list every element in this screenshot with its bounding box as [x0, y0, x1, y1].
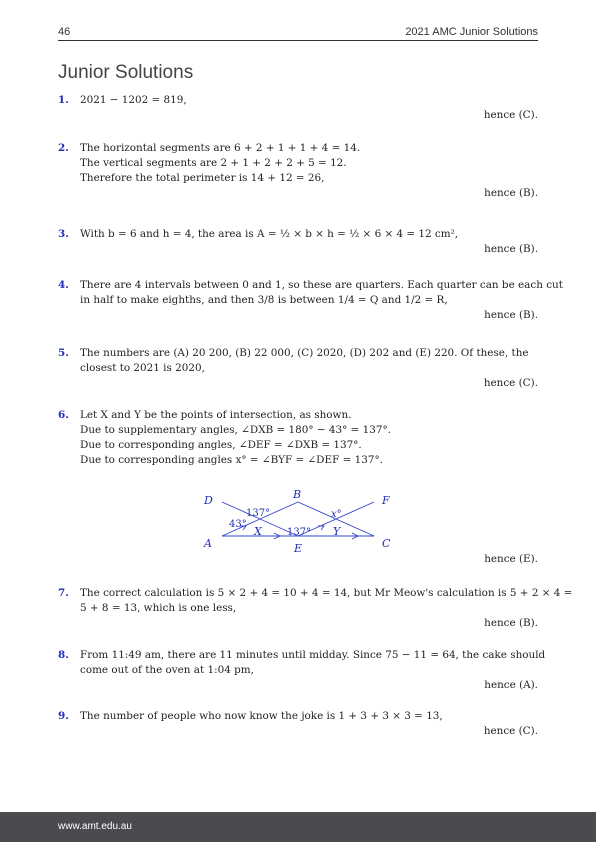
footer-url: www.amt.edu.au — [58, 821, 132, 832]
solution-number: 3. — [58, 228, 69, 240]
solution-line: There are 4 intervals between 0 and 1, so these are quarters. Each quarter can be each cut — [80, 279, 563, 291]
solution-number: 9. — [58, 710, 69, 722]
page-header — [58, 24, 538, 41]
label-b: B — [293, 488, 302, 501]
solution-7 — [58, 586, 573, 631]
page-footer — [0, 812, 596, 842]
solution-number: 8. — [58, 649, 69, 661]
solution-line: Due to supplementary angles, ∠DXB = 180° − 43° = 137°. — [80, 424, 391, 436]
solution-4 — [58, 278, 563, 323]
solution-answer: hence (C). — [483, 109, 538, 121]
solution-line: The numbers are (A) 20 200, (B) 22 000, (C) 2020, (D) 202 and (E) 220. Of these, the — [80, 347, 529, 359]
label-d: D — [204, 494, 213, 507]
solution-answer: hence (B). — [484, 617, 538, 629]
solution-line: Let X and Y be the points of intersection, as shown. — [80, 409, 352, 421]
solution-answer: hence (C). — [483, 725, 538, 737]
solution-answer: hence (A). — [484, 679, 538, 691]
solution-2 — [58, 141, 540, 201]
angle-x: x° — [331, 509, 342, 520]
solution-6-answer-row — [58, 552, 540, 567]
solution-number: 7. — [58, 587, 69, 599]
page-number: 46 — [58, 26, 71, 38]
solution-3 — [58, 227, 540, 257]
solution-line: Due to corresponding angles, ∠DEF = ∠DXB = 137°. — [80, 439, 362, 451]
angle-e: 137° — [287, 527, 312, 538]
solution-line: closest to 2021 is 2020, — [80, 362, 205, 374]
label-c: C — [382, 537, 391, 550]
solution-answer: hence (B). — [484, 187, 538, 199]
solution-answer: hence (C). — [483, 377, 538, 389]
label-e: E — [294, 542, 303, 555]
solution-answer: hence (E). — [484, 553, 538, 565]
solution-1 — [58, 93, 540, 123]
solution-answer: hence (B). — [484, 243, 538, 255]
solution-line: Therefore the total perimeter is 14 + 12 = 26, — [80, 172, 325, 184]
solution-8 — [58, 648, 546, 693]
angle-diagram — [190, 482, 410, 562]
angle-axd: 43° — [229, 519, 247, 530]
solution-number: 6. — [58, 409, 69, 421]
solution-line: The correct calculation is 5 × 2 + 4 = 10 + 4 = 14, but Mr Meow's calculation is 5 + 2 × 4 = — [80, 587, 573, 599]
solution-line: come out of the oven at 1:04 pm, — [80, 664, 254, 676]
solution-9 — [58, 709, 540, 739]
running-title: 2021 AMC Junior Solutions — [405, 26, 538, 38]
solution-line: From 11:49 am, there are 11 minutes until midday. Since 75 − 11 = 64, the cake should — [80, 649, 546, 661]
solution-line: 5 + 8 = 13, which is one less, — [80, 602, 237, 614]
solution-answer: hence (B). — [484, 309, 538, 321]
solution-number: 4. — [58, 279, 69, 291]
label-x: X — [254, 525, 262, 538]
solution-number: 1. — [58, 94, 69, 106]
label-a: A — [204, 537, 212, 550]
solution-line: in half to make eighths, and then 3/8 is between 1/4 = Q and 1/2 = R, — [80, 294, 448, 306]
label-y: Y — [333, 525, 341, 538]
solution-line: Due to corresponding angles x° = ∠BYF = ∠DEF = 137°. — [80, 454, 383, 466]
solution-5 — [58, 346, 540, 391]
label-f: F — [382, 494, 390, 507]
solution-line: The vertical segments are 2 + 1 + 2 + 2 + 5 = 12. — [80, 157, 347, 169]
solution-number: 5. — [58, 347, 69, 359]
solution-number: 2. — [58, 142, 69, 154]
solution-line: With b = 6 and h = 4, the area is A = ½ × b × h = ½ × 6 × 4 = 12 cm², — [80, 228, 459, 240]
solution-line: The horizontal segments are 6 + 2 + 1 + 1 + 4 = 14. — [80, 142, 361, 154]
solution-line: 2021 − 1202 = 819, — [80, 94, 187, 106]
page-title: Junior Solutions — [58, 62, 194, 83]
angle-dxb: 137° — [246, 508, 271, 519]
solution-6 — [58, 408, 540, 468]
solution-line: The number of people who now know the joke is 1 + 3 + 3 × 3 = 13, — [80, 710, 443, 722]
